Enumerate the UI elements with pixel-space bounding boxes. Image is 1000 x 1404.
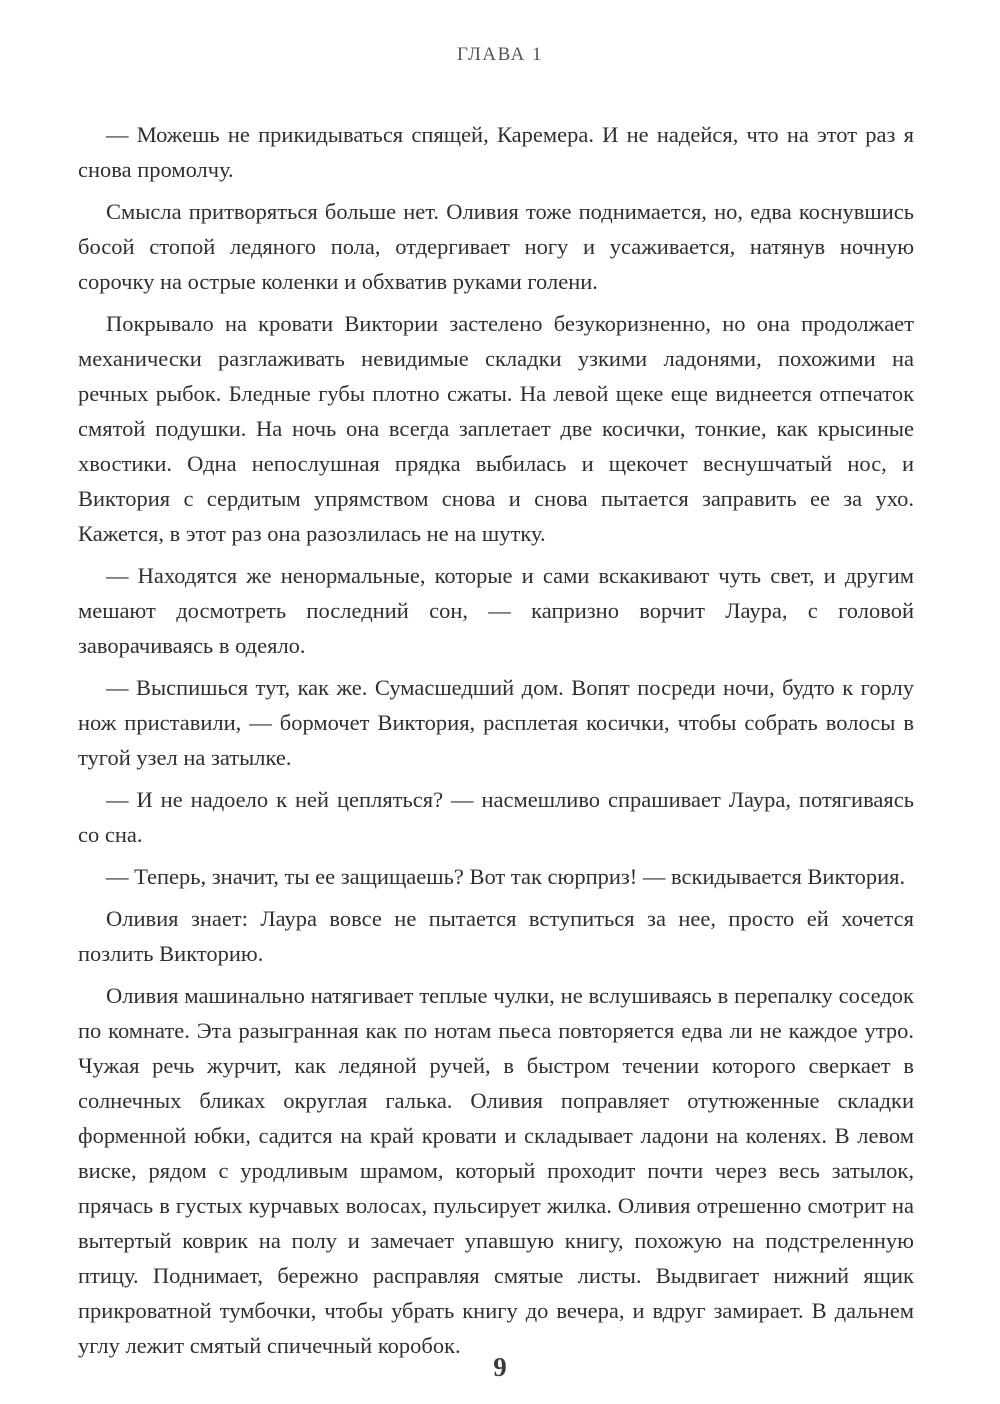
paragraph: Оливия знает: Лаура вовсе не пытается вступиться за нее, просто ей хочется позлить Викторию. bbox=[78, 906, 914, 966]
page-number: 9 bbox=[493, 1352, 507, 1382]
paragraph: Покрывало на кровати Виктории застелено безукоризненно, но она продолжает механически разглаживать невидимые складки узкими ладонями, похожими на речных рыбок. Бледные губы плотно сжаты. На левой щеке еще виднеется отпечаток смятой подушки. На ночь она всегда заплетает две косички, тонкие, как крысиные хвостики. Одна непослушная прядка выбилась и щекочет веснушчатый нос, и Виктория с сердитым упрямством снова и снова пытается заправить ее за ухо. Кажется, в этот раз она разозлилась не на шутку. bbox=[78, 311, 914, 546]
paragraph: — И не надоело к ней цепляться? — насмешливо спрашивает Лаура, потягиваясь со сна. bbox=[78, 787, 914, 847]
chapter-running-head: ГЛАВА 1 bbox=[456, 44, 544, 65]
paragraph: Смысла притворяться больше нет. Оливия тоже поднимается, но, едва коснувшись босой стопой ледяного пола, отдергивает ногу и усаживается, натянув ночную сорочку на острые коленки и обхватив руками голени. bbox=[78, 199, 914, 294]
paragraph: — Можешь не прикидываться спящей, Каремера. И не надейся, что на этот раз я снова промолчу. bbox=[78, 122, 914, 182]
paragraph: — Находятся же ненормальные, которые и сами вскакивают чуть свет, и другим мешают досмотреть последний сон, — капризно ворчит Лаура, с головой заворачиваясь в одеяло. bbox=[78, 563, 914, 658]
paragraph: — Теперь, значит, ты ее защищаешь? Вот так сюрприз! — вскидывается Виктория. bbox=[106, 864, 906, 889]
paragraph: — Выспишься тут, как же. Сумасшедший дом. Вопят посреди ночи, будто к горлу нож приставили, — бормочет Виктория, расплетая косички, чтобы собрать волосы в тугой узел на затылке. bbox=[78, 675, 914, 770]
paragraph: Оливия машинально натягивает теплые чулки, не вслушиваясь в перепалку соседок по комнате. Эта разыгранная как по нотам пьеса повторяется едва ли не каждое утро. Чужая речь журчит, как ледяной ручей, в быстром течении которого сверкает в солнечных бликах округлая галька. Оливия поправляет отутюженные складки форменной юбки, садится на край кровати и складывает ладони на коленях. В левом виске, рядом с уродливым шрамом, который проходит почти через весь затылок, прячась в густых курчавых волосах, пульсирует жилка. Оливия отрешенно смотрит на вытертый коврик на полу и замечает упавшую книгу, похожую на подстреленную птицу. Поднимает, бережно расправляя смятые листы. Выдвигает нижний ящик прикроватной тумбочки, чтобы убрать книгу до вечера, и вдруг замирает. В дальнем углу лежит смятый спичечный коробок. bbox=[78, 983, 914, 1358]
body-text bbox=[78, 117, 914, 1370]
